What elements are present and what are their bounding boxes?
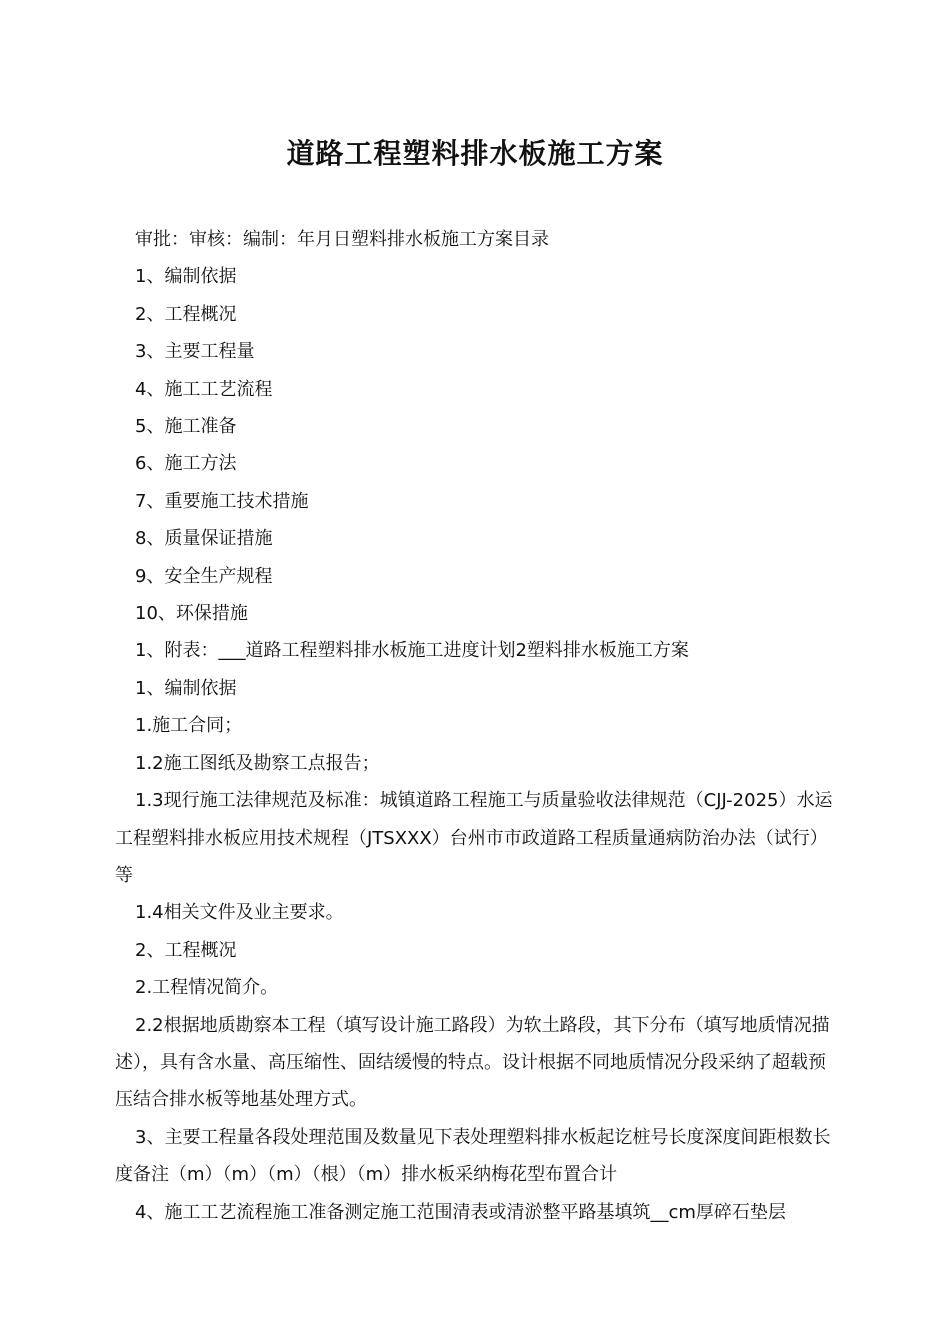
paragraph: 1.3现行施工法律规范及标准：城镇道路工程施工与质量验收法律规范（CJJ-2025）水运工程塑料排水板应用技术规程（JTSXXX）台州市市政道路工程质量通病防治办法（试行）等 — [115, 790, 833, 886]
paragraph: 审批：审核：编制：年月日塑料排水板施工方案目录 — [135, 229, 549, 250]
paragraph: 3、主要工程量 — [135, 341, 255, 363]
paragraph: 8、质量保证措施 — [135, 528, 273, 550]
paragraph: 2.工程情况简介。 — [135, 977, 279, 999]
paragraph: 2、工程概况 — [135, 303, 237, 325]
document-body — [115, 221, 837, 1231]
paragraph: 1、附表：___道路工程塑料排水板施工进度计划2塑料排水板施工方案 — [135, 640, 689, 662]
paragraph: 2.2根据地质勘察本工程（填写设计施工路段）为软土路段，其下分布（填写地质情况描述），具有含水量、高压缩性、固结缓慢的特点。设计根据不同地质情况分段采纳了超载预压结合排水板等地基处理方式。 — [115, 1014, 830, 1111]
paragraph: 6、施工方法 — [135, 453, 237, 475]
paragraph: 7、重要施工技术措施 — [135, 490, 309, 512]
paragraph: 4、施工工艺流程 — [135, 378, 273, 400]
paragraph: 1、编制依据 — [135, 266, 237, 288]
paragraph: 5、施工准备 — [135, 416, 237, 438]
paragraph: 1.施工合同； — [135, 715, 243, 737]
paragraph: 10、环保措施 — [135, 603, 248, 625]
paragraph: 4、施工工艺流程施工准备测定施工范围清表或清淤整平路基填筑__cm厚碎石垫层 — [135, 1201, 786, 1223]
paragraph: 1、编制依据 — [135, 677, 237, 699]
paragraph: 3、主要工程量各段处理范围及数量见下表处理塑料排水板起讫桩号长度深度间距根数长度备注（m）（m）（m）（根）（m）排水板采纳梅花型布置合计 — [115, 1126, 831, 1186]
paragraph: 2、工程概况 — [135, 939, 237, 961]
paragraph: 1.4相关文件及业主要求。 — [135, 902, 344, 924]
paragraph: 1.2施工图纸及勘察工点报告； — [135, 752, 380, 774]
document-title: 道路工程塑料排水板施工方案 — [286, 137, 664, 170]
paragraph: 9、安全生产规程 — [135, 565, 273, 587]
